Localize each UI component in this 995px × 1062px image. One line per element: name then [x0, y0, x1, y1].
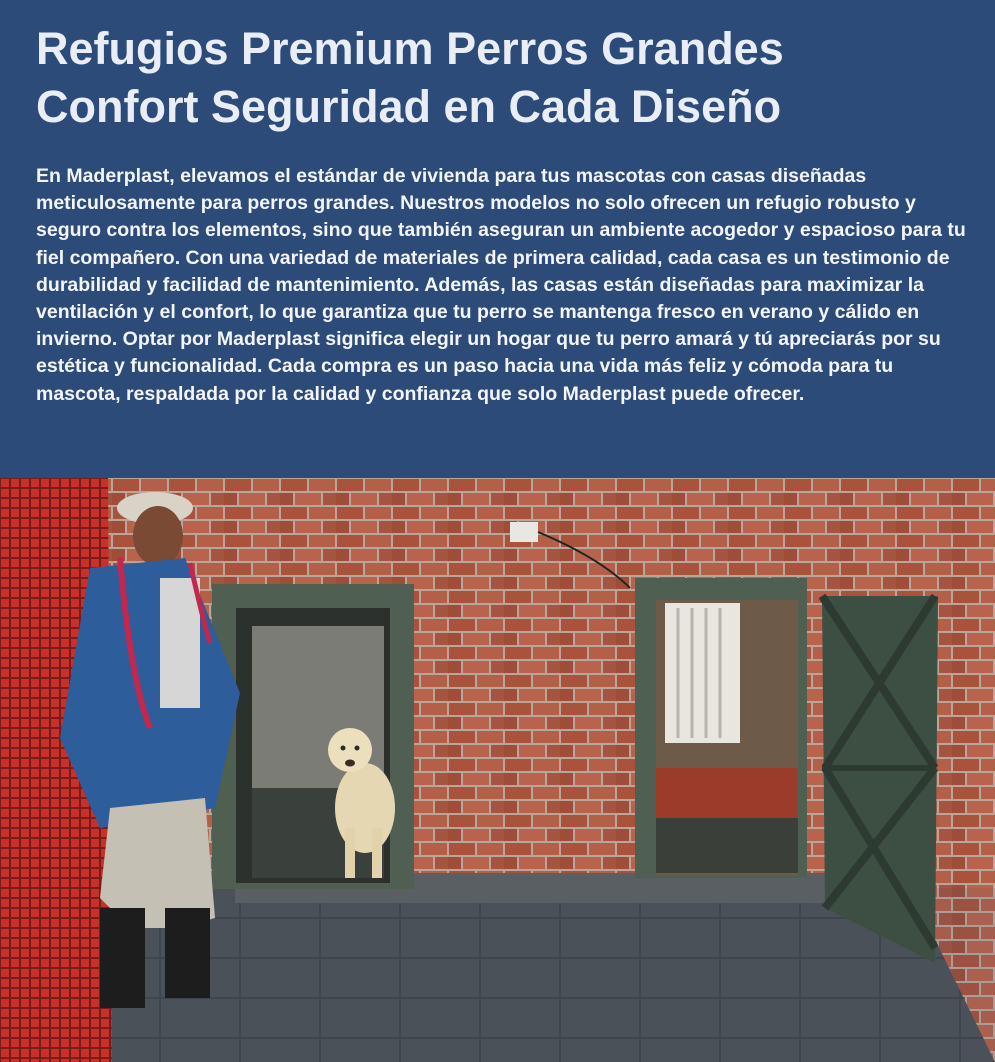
wall-outlet — [510, 522, 538, 542]
right-kennel — [635, 578, 807, 878]
kennel-door — [822, 596, 938, 963]
kennel-photo — [0, 478, 995, 1062]
left-kennel — [212, 584, 414, 889]
page-title — [36, 20, 976, 136]
title-line-1: Refugios Premium Perros Grandes — [36, 23, 784, 74]
title-line-2: Confort Seguridad en Cada Diseño — [36, 81, 782, 132]
header-banner — [0, 0, 995, 478]
description-paragraph: En Maderplast, elevamos el estándar de vivienda para tus mascotas con casas diseñadas meticulosamente para perros grandes. Nuestros modelos no solo ofrecen un refugio robusto y seguro contra los elementos, sino que también aseguran un ambiente acogedor y espacioso para tu fiel compañero. Con una variedad de materiales de primera calidad, cada casa es un testimonio de durabilidad y facilidad de mantenimiento. Además, las casas están diseñadas para maximizar la ventilación y el confort, lo que garantiza que tu perro se mantenga fresco en verano y cálido en invierno. Optar por Maderplast significa elegir un hogar que tu perro amará y tú apreciarás por su estética y funcionalidad. Cada compra es un paso hacia una vida más feliz y cómoda para tu mascota, respaldada por la calidad y confianza que solo Maderplast puede ofrecer. — [36, 165, 966, 405]
